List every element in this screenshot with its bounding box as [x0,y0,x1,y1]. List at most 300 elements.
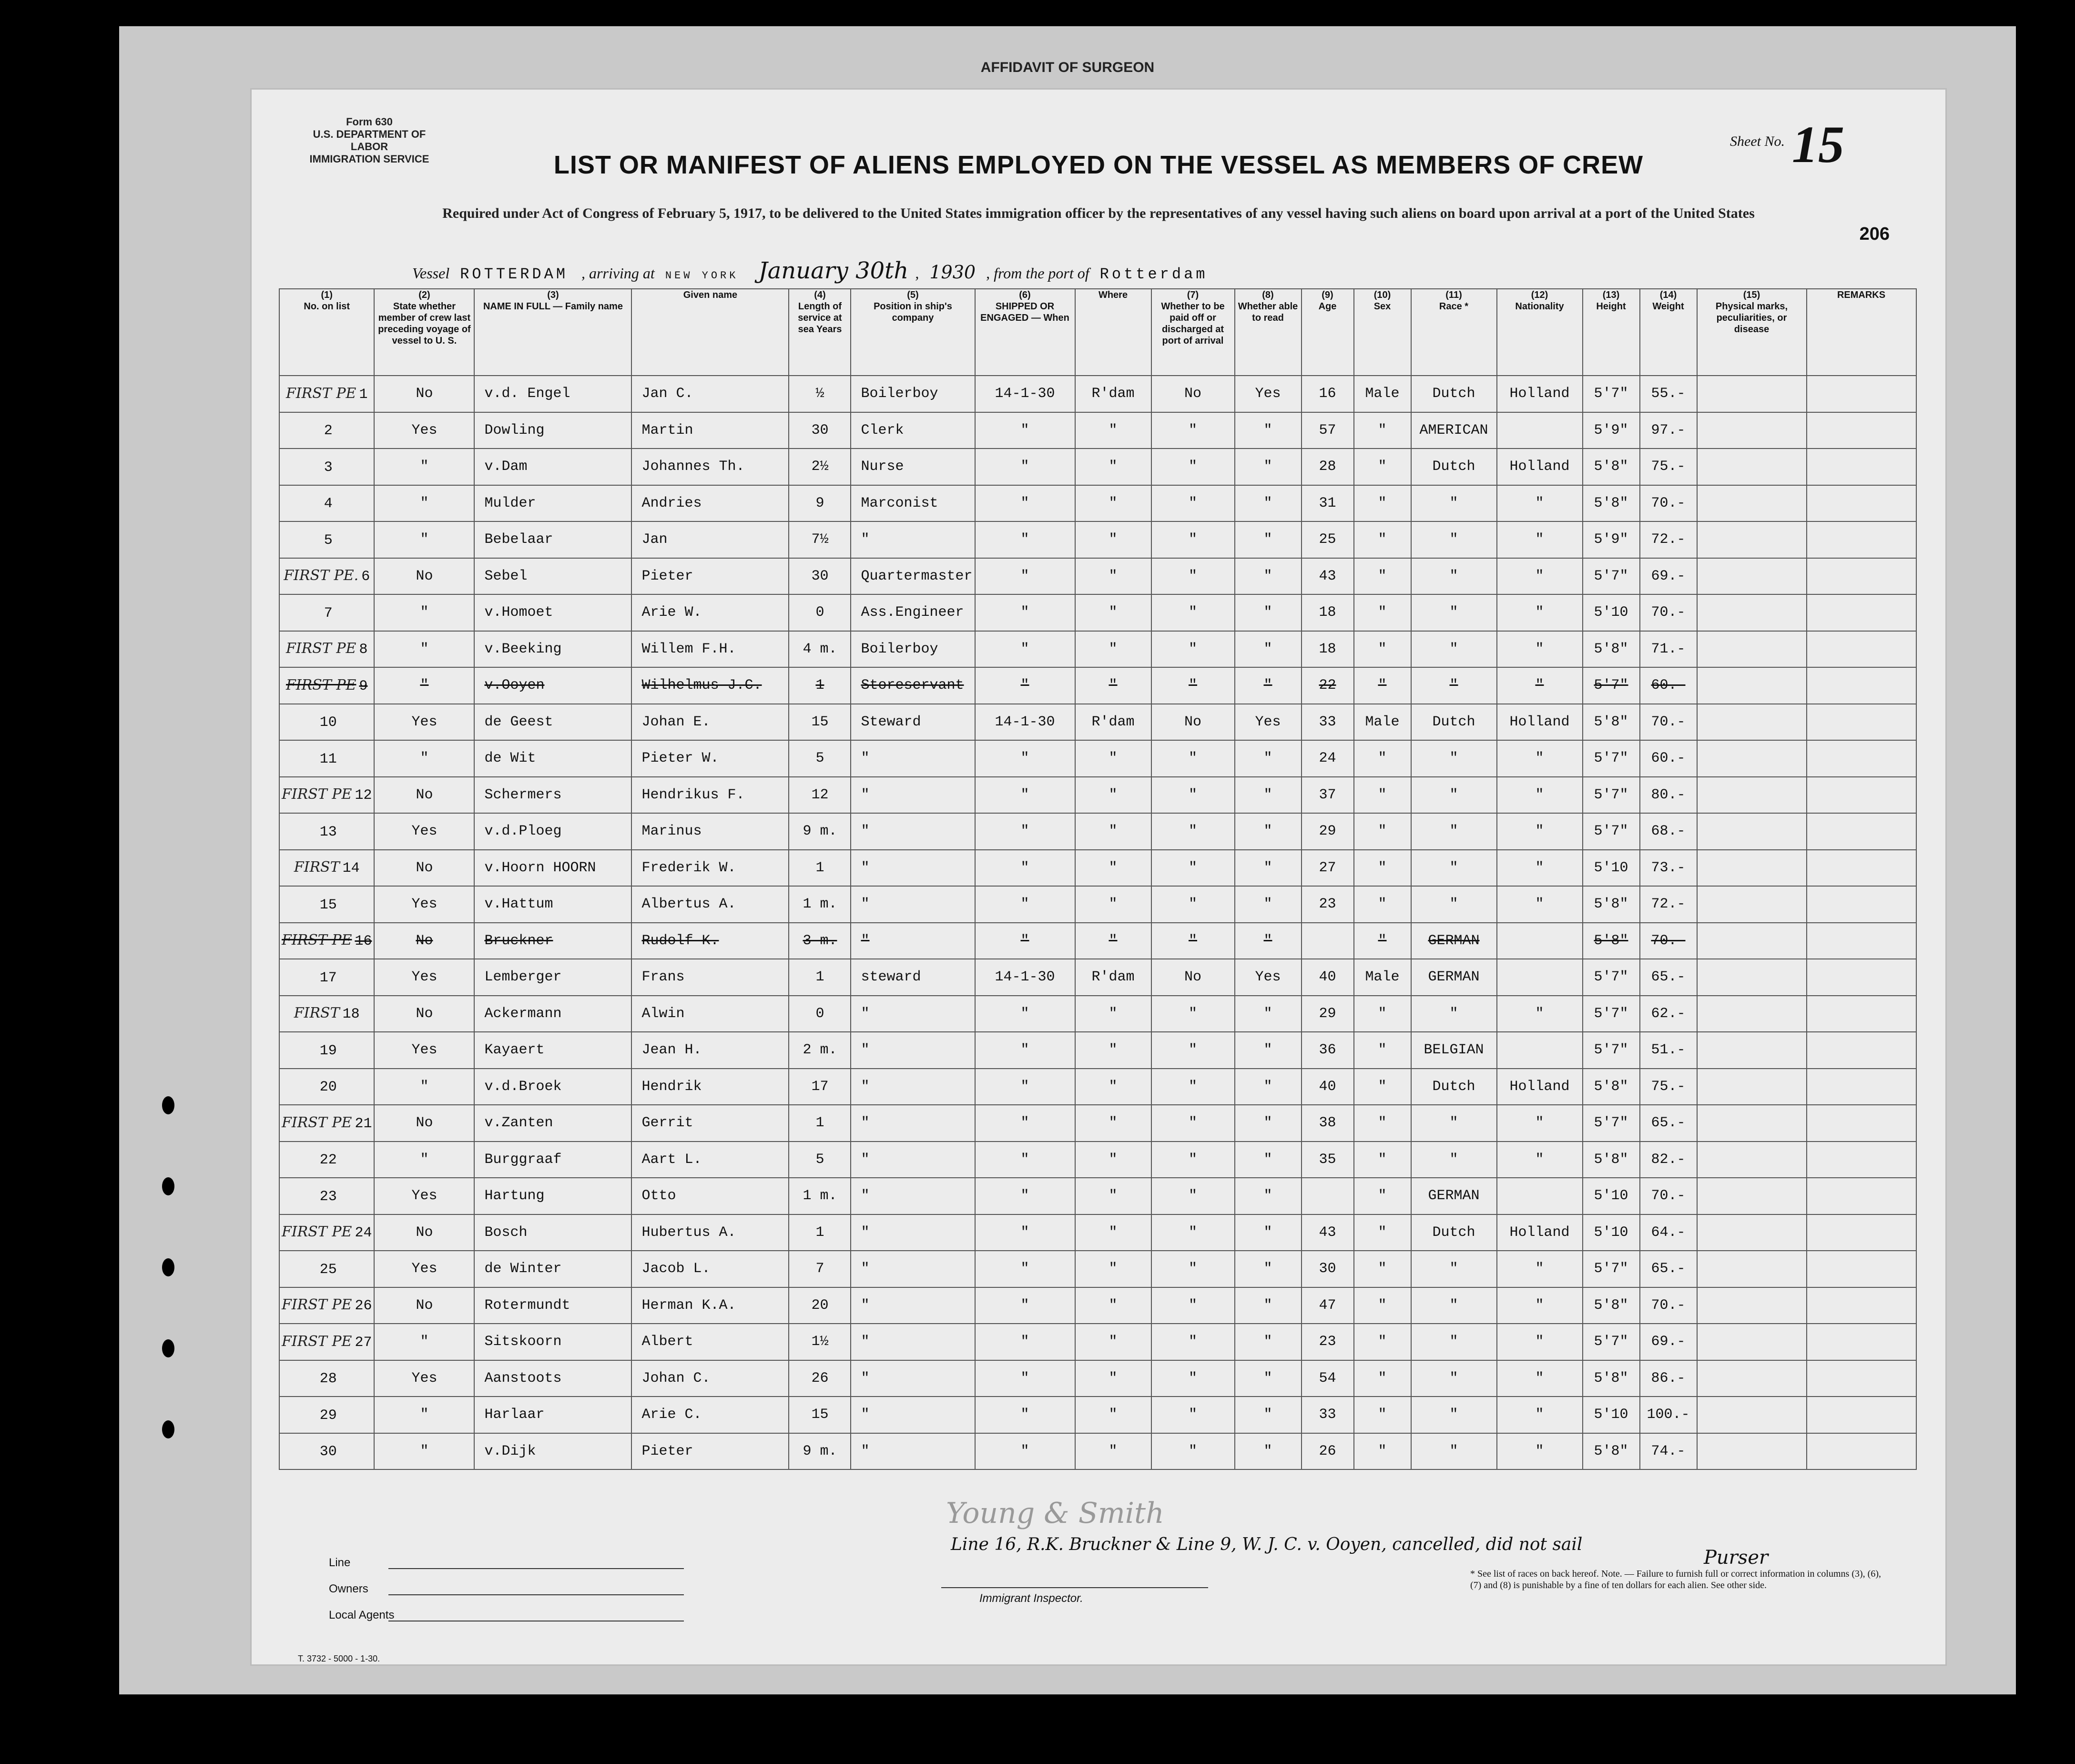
cell-nat: " [1497,886,1583,923]
cell-weight: 69.- [1640,1324,1697,1360]
cell-race: BELGIAN [1411,1032,1497,1069]
cell-weight: 86.- [1640,1360,1697,1397]
cell-weight: 73.- [1640,850,1697,887]
cell-remarks [1807,1397,1916,1433]
cell-marks [1697,1397,1807,1433]
cell-prev: No [374,923,474,959]
column-header [279,289,374,376]
cell-remarks [1807,521,1916,558]
cell-no [279,1251,374,1287]
row-number: 1 [359,386,368,403]
inspector-label: Immigrant Inspector. [979,1592,1083,1605]
cell-remarks [1807,594,1916,631]
cell-weight: 70.- [1640,923,1697,959]
cell-height: 5'8" [1583,449,1640,485]
cell-family: v.d.Broek [474,1069,631,1105]
cell-family: Hartung [474,1178,631,1214]
cell-weight: 51.- [1640,1032,1697,1069]
cell-age: 31 [1302,485,1354,522]
cell-service: 1 [789,850,851,887]
cell-race: " [1411,777,1497,814]
cell-weight: 64.- [1640,1214,1697,1251]
cell-family: Mulder [474,485,631,522]
column-label: No. on list [304,301,350,312]
cell-paid: " [1151,1214,1235,1251]
cell-prev: No [374,376,474,412]
row-number: 3 [324,459,333,476]
cell-given: Jan C. [631,376,789,412]
cell-remarks [1807,1251,1916,1287]
cell-when: " [975,1360,1075,1397]
cell-when: " [975,813,1075,850]
column-number: (11) [1445,290,1462,300]
cell-nat: " [1497,1251,1583,1287]
cell-family: v.Dam [474,449,631,485]
cell-weight: 65.- [1640,959,1697,996]
cell-height: 5'10 [1583,594,1640,631]
row-number: 10 [319,714,337,731]
cell-given: Pieter W. [631,740,789,777]
column-number: (2) [418,290,430,300]
cell-marks [1697,1433,1807,1470]
cell-height: 5'9" [1583,521,1640,558]
column-header [1411,289,1497,376]
cell-service: 1½ [789,1324,851,1360]
cell-no [279,959,374,996]
cell-given: Johan C. [631,1360,789,1397]
cell-position: " [851,521,975,558]
crew-manifest-table [279,288,1917,1470]
cell-read: " [1235,1433,1302,1470]
cell-given: Jan [631,521,789,558]
cell-nat: " [1497,1287,1583,1324]
cell-weight: 62.- [1640,996,1697,1032]
cell-paid: " [1151,449,1235,485]
cell-marks [1697,1069,1807,1105]
cell-position: " [851,1324,975,1360]
cell-remarks [1807,1324,1916,1360]
row-number: 15 [319,897,337,913]
cell-family: Rotermundt [474,1287,631,1324]
cell-when: " [975,1105,1075,1142]
cell-where: " [1075,1360,1151,1397]
cell-read: " [1235,1142,1302,1178]
cell-remarks [1807,1069,1916,1105]
cell-nat: " [1497,996,1583,1032]
arrival-year: 1930 [929,262,976,283]
cell-nat: " [1497,1324,1583,1360]
cell-race: " [1411,1397,1497,1433]
table-header-row [279,289,1916,376]
cell-remarks [1807,996,1916,1032]
cell-service: 4 m. [789,631,851,668]
owners-rule [388,1594,684,1595]
column-number: (8) [1262,290,1274,300]
column-number: (4) [814,290,826,300]
column-header [1302,289,1354,376]
cell-when: " [975,1397,1075,1433]
cell-nat: " [1497,1105,1583,1142]
cell-marks [1697,740,1807,777]
cell-given: Pieter [631,1433,789,1470]
cell-read: " [1235,1324,1302,1360]
crew-row [279,850,1916,887]
crew-row [279,1178,1916,1214]
affidavit-label: AFFIDAVIT OF SURGEON [980,60,1155,75]
row-number: 11 [319,751,337,767]
cell-read: " [1235,1397,1302,1433]
sheet-label: Sheet No. [1730,133,1785,149]
cell-remarks [1807,886,1916,923]
cell-prev: No [374,558,474,595]
cell-marks [1697,1142,1807,1178]
cell-where: " [1075,667,1151,704]
cell-sex: " [1354,1360,1411,1397]
cell-sex: Male [1354,704,1411,741]
cell-race: " [1411,1324,1497,1360]
cell-marks [1697,1324,1807,1360]
crew-row [279,485,1916,522]
cell-sex: Male [1354,959,1411,996]
cell-age: 16 [1302,376,1354,412]
cell-read: " [1235,558,1302,595]
cell-age: 29 [1302,813,1354,850]
cell-weight: 75.- [1640,1069,1697,1105]
cell-paid: " [1151,412,1235,449]
cell-service: 1 [789,1105,851,1142]
cell-nat: " [1497,1433,1583,1470]
cell-position: Boilerboy [851,376,975,412]
cell-family: v.Zanten [474,1105,631,1142]
cell-weight: 69.- [1640,558,1697,595]
cell-when: " [975,631,1075,668]
cell-remarks [1807,485,1916,522]
punch-hole [162,1258,174,1276]
cell-position: " [851,1433,975,1470]
cell-remarks [1807,1214,1916,1251]
cell-marks [1697,1287,1807,1324]
column-header [1235,289,1302,376]
cell-position: " [851,813,975,850]
cell-read: " [1235,813,1302,850]
cell-age: 36 [1302,1032,1354,1069]
cell-height: 5'7" [1583,777,1640,814]
cell-read: " [1235,449,1302,485]
cell-height: 5'9" [1583,412,1640,449]
cell-sex: " [1354,1287,1411,1324]
cell-read: " [1235,777,1302,814]
cell-remarks [1807,1142,1916,1178]
cell-service: 26 [789,1360,851,1397]
cell-no [279,1105,374,1142]
cell-height: 5'10 [1583,850,1640,887]
row-number: 9 [359,678,368,694]
cell-sex: " [1354,813,1411,850]
first-pe-mark: FIRST PE [282,1333,352,1350]
column-header [1151,289,1235,376]
cell-race: " [1411,558,1497,595]
from-port: Rotterdam [1099,265,1208,283]
cell-no [279,667,374,704]
cell-where: " [1075,1251,1151,1287]
cell-position: steward [851,959,975,996]
cell-race: " [1411,521,1497,558]
cell-position: " [851,1105,975,1142]
cell-sex: " [1354,923,1411,959]
cell-race: Dutch [1411,1069,1497,1105]
cell-position: " [851,1214,975,1251]
arrival-date: January 30th [758,257,909,284]
cell-paid: No [1151,704,1235,741]
cell-where: R'dam [1075,959,1151,996]
cell-nat: " [1497,1360,1583,1397]
crew-row [279,1069,1916,1105]
row-number: 25 [319,1261,337,1278]
cell-prev: No [374,850,474,887]
cell-sex: " [1354,1433,1411,1470]
cell-paid: No [1151,376,1235,412]
first-pe-mark: FIRST PE. [284,567,359,584]
cell-given: Johannes Th. [631,449,789,485]
cell-no [279,412,374,449]
column-label: Whether to be paid off or discharged at port of arrival [1161,301,1225,346]
cell-height: 5'8" [1583,1433,1640,1470]
cell-nat: " [1497,485,1583,522]
cell-prev: " [374,485,474,522]
cell-prev: " [374,631,474,668]
column-header [1583,289,1640,376]
cell-no [279,1360,374,1397]
cell-paid: " [1151,1032,1235,1069]
cell-sex: " [1354,740,1411,777]
cell-remarks [1807,923,1916,959]
cell-sex: " [1354,667,1411,704]
cell-sex: " [1354,1105,1411,1142]
cell-remarks [1807,558,1916,595]
cell-when: " [975,850,1075,887]
punch-hole [162,1096,174,1114]
cell-height: 5'7" [1583,376,1640,412]
sheet-number: 15 [1792,115,1844,173]
crew-row [279,558,1916,595]
cell-read: " [1235,594,1302,631]
line-label: Line [329,1556,351,1569]
cell-read: " [1235,1214,1302,1251]
cell-given: Aart L. [631,1142,789,1178]
cell-nat: Holland [1497,1214,1583,1251]
cell-nat: " [1497,558,1583,595]
cell-when: " [975,1251,1075,1287]
cell-position: " [851,850,975,887]
service: IMMIGRATION SERVICE [309,153,429,165]
cell-family: Bruckner [474,923,631,959]
cell-given: Hendrik [631,1069,789,1105]
column-label: Position in ship's company [874,301,952,323]
cell-sex: " [1354,594,1411,631]
cell-where: " [1075,1105,1151,1142]
cell-age: 23 [1302,886,1354,923]
cell-family: de Geest [474,704,631,741]
cell-family: v.Hattum [474,886,631,923]
cell-marks [1697,449,1807,485]
cell-race: AMERICAN [1411,412,1497,449]
cell-read: " [1235,412,1302,449]
cell-height: 5'7" [1583,996,1640,1032]
cell-family: Bosch [474,1214,631,1251]
cell-position: Boilerboy [851,631,975,668]
cell-position: " [851,1287,975,1324]
crew-row [279,1032,1916,1069]
cell-paid: " [1151,1397,1235,1433]
cell-family: Burggraaf [474,1142,631,1178]
cell-height: 5'7" [1583,1032,1640,1069]
crew-row [279,1287,1916,1324]
cell-prev: No [374,1287,474,1324]
cell-weight: 82.- [1640,1142,1697,1178]
cell-nat: " [1497,740,1583,777]
cell-age: 37 [1302,777,1354,814]
column-header [1075,289,1151,376]
cell-age: 40 [1302,1069,1354,1105]
cell-race: Dutch [1411,1214,1497,1251]
cell-marks [1697,1214,1807,1251]
first-pe-mark: FIRST PE [282,1224,352,1241]
cell-marks [1697,1178,1807,1214]
cell-weight: 68.- [1640,813,1697,850]
cell-age: 30 [1302,1251,1354,1287]
cell-remarks [1807,412,1916,449]
cell-where: " [1075,631,1151,668]
cell-no [279,1397,374,1433]
cell-given: Pieter [631,558,789,595]
column-label: Race * [1439,301,1469,312]
cell-family: v.Dijk [474,1433,631,1470]
cell-paid: " [1151,594,1235,631]
cell-weight: 71.- [1640,631,1697,668]
cell-given: Andries [631,485,789,522]
cell-position: " [851,886,975,923]
cell-weight: 65.- [1640,1251,1697,1287]
cell-when: 14-1-30 [975,704,1075,741]
cell-where: " [1075,1214,1151,1251]
cell-nat: " [1497,521,1583,558]
cell-where: " [1075,850,1151,887]
cell-service: 7 [789,1251,851,1287]
cell-height: 5'7" [1583,667,1640,704]
cell-age: 43 [1302,1214,1354,1251]
column-number: (14) [1659,290,1677,300]
cell-no [279,1324,374,1360]
cell-when: " [975,777,1075,814]
cell-given: Wilhelmus J.C. [631,667,789,704]
cell-remarks [1807,813,1916,850]
cell-prev: Yes [374,1360,474,1397]
cell-service: 1 m. [789,886,851,923]
cell-read: " [1235,850,1302,887]
cell-race: Dutch [1411,704,1497,741]
cell-weight: 70.- [1640,485,1697,522]
row-number: 8 [359,642,368,658]
cell-when: " [975,521,1075,558]
cell-height: 5'8" [1583,704,1640,741]
cell-service: 17 [789,1069,851,1105]
cell-sex: " [1354,1142,1411,1178]
cell-when: " [975,1069,1075,1105]
crew-row [279,1251,1916,1287]
cell-prev: No [374,996,474,1032]
cell-paid: " [1151,1105,1235,1142]
cell-where: R'dam [1075,376,1151,412]
column-label: Weight [1652,301,1684,312]
cell-nat [1497,923,1583,959]
punch-hole [162,1177,174,1195]
cell-given: Alwin [631,996,789,1032]
cell-no [279,777,374,814]
cell-service: 2 m. [789,1032,851,1069]
cell-prev: Yes [374,1178,474,1214]
row-number: 16 [355,933,372,950]
column-number: (6) [1019,290,1031,300]
cell-age: 43 [1302,558,1354,595]
column-header [474,289,631,376]
first-pe-mark: FIRST PE [286,640,356,657]
cell-where: " [1075,740,1151,777]
cell-given: Arie W. [631,594,789,631]
cell-paid: " [1151,740,1235,777]
cell-service: 0 [789,996,851,1032]
cell-prev: " [374,1324,474,1360]
cell-marks [1697,704,1807,741]
cell-no [279,813,374,850]
cell-sex: " [1354,886,1411,923]
crew-row [279,959,1916,996]
cell-service: 7½ [789,521,851,558]
cell-read: " [1235,740,1302,777]
document-title: LIST OR MANIFEST OF ALIENS EMPLOYED ON THE VESSEL AS MEMBERS OF CREW [553,151,1644,179]
stamp-number: 206 [1859,224,1890,244]
row-number: 20 [319,1079,337,1096]
cell-race: " [1411,1433,1497,1470]
column-number: (3) [547,290,559,300]
column-number: (15) [1743,290,1760,300]
cell-prev: Yes [374,959,474,996]
crew-row [279,777,1916,814]
cell-sex: " [1354,521,1411,558]
cell-read: " [1235,1251,1302,1287]
cell-sex: " [1354,1324,1411,1360]
cell-where: " [1075,1069,1151,1105]
cell-marks [1697,667,1807,704]
cell-weight: 97.- [1640,412,1697,449]
cell-position: " [851,1069,975,1105]
cell-weight: 60.- [1640,740,1697,777]
cell-age: 24 [1302,740,1354,777]
first-pe-mark: FIRST PE [286,385,356,402]
row-number: 18 [342,1006,360,1023]
cell-race: " [1411,850,1497,887]
cell-no [279,1433,374,1470]
manifest-sheet [250,88,1947,1666]
cell-age: 40 [1302,959,1354,996]
cell-race: Dutch [1411,449,1497,485]
first-pe-mark: FIRST PE [282,1114,352,1131]
cell-sex: " [1354,558,1411,595]
cell-position: " [851,740,975,777]
department: U.S. DEPARTMENT OF LABOR [313,128,426,153]
row-number: 30 [319,1444,337,1460]
cell-age: 22 [1302,667,1354,704]
cell-no [279,740,374,777]
